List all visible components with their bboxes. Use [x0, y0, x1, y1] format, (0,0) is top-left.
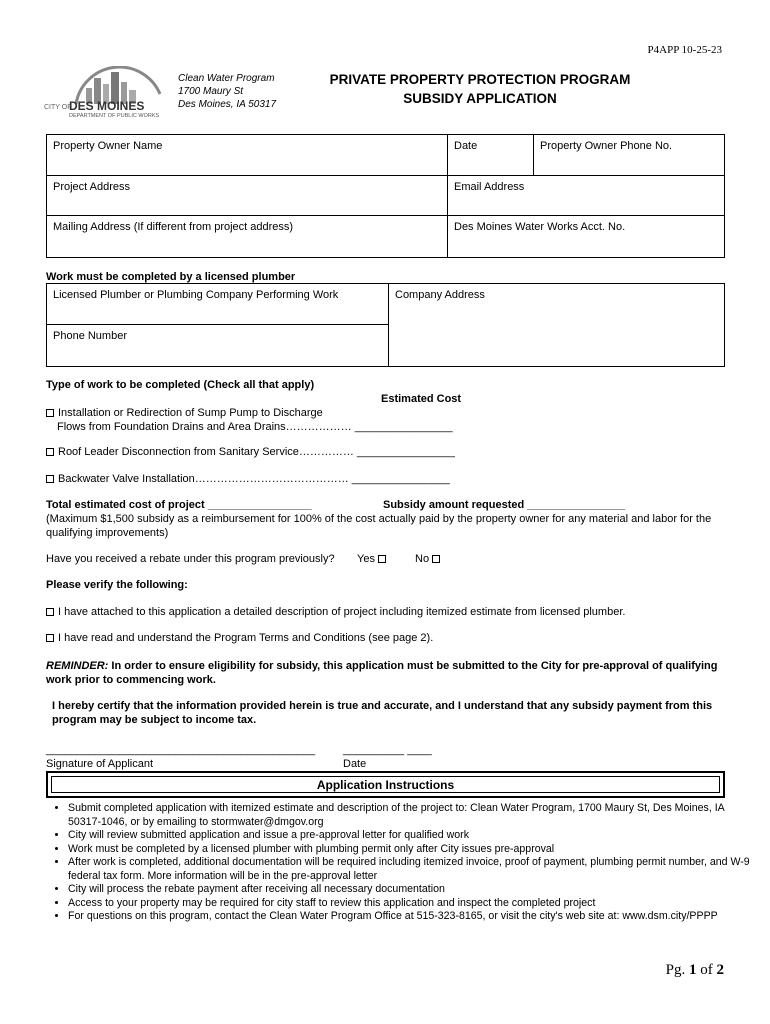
plumber-company-field[interactable] [46, 283, 389, 325]
page-prefix: Pg. [665, 962, 689, 978]
list-item: • Access to your property may be required for city staff to review this application and inspect the completed project [68, 897, 758, 911]
plumber-company-label: Licensed Plumber or Plumbing Company Performing Work [53, 289, 339, 301]
total-estimated-cost: Total estimated cost of project _________________ [46, 499, 312, 511]
rebate-yes-label: Yes [357, 553, 375, 565]
page-title [295, 70, 665, 108]
plumber-phone-label: Phone Number [53, 330, 127, 342]
company-address-label: Company Address [395, 289, 485, 301]
rebate-yes-checkbox[interactable] [378, 555, 386, 563]
certification-statement: I hereby certify that the information provided herein is true and accurate, and I understand that any subsidy payment from this program may be subject to income tax. [52, 700, 713, 726]
plumber-phone-field[interactable] [46, 324, 389, 367]
owner-phone-label: Property Owner Phone No. [540, 140, 673, 152]
work-type-heading: Type of work to be completed (Check all that apply) [46, 379, 315, 391]
verify-item-attached [46, 606, 625, 618]
page-current: 1 [689, 962, 697, 978]
address-line-1: Clean Water Program [178, 73, 275, 84]
logo-department: DEPARTMENT OF PUBLIC WORKS [69, 113, 160, 119]
program-address [178, 72, 276, 111]
verify-attached-checkbox[interactable] [46, 608, 54, 616]
sump-pump-label-2: Flows from Foundation Drains and Area Drains……………… ________________ [57, 421, 453, 433]
subsidy-note: (Maximum $1,500 subsidy as a reimbursement for 100% of the cost actually paid by the property owner for any material and labor for the qualifying improvements) [46, 513, 712, 539]
list-item: • For questions on this program, contact the Clean Water Program Office at 515-323-8165, or visit the city's web site at: www.dsm.city/PPPP [68, 910, 758, 924]
city-logo [42, 66, 170, 122]
subsidy-amount: Subsidy amount requested ________________ [383, 499, 626, 511]
rebate-yes [357, 553, 390, 565]
water-account-field[interactable] [447, 215, 725, 258]
mailing-address-label: Mailing Address (If different from project address) [53, 221, 294, 233]
rebate-no-label: No [415, 553, 430, 565]
rebate-no-checkbox[interactable] [432, 555, 440, 563]
signature-label: Signature of Applicant [46, 758, 154, 770]
signature-date-line[interactable]: __________ ____ [343, 744, 432, 756]
page-total: 2 [716, 962, 724, 978]
address-line-3: Des Moines, IA 50317 [178, 99, 277, 110]
form-code: P4APP 10-25-23 [647, 44, 722, 56]
signature-date-label: Date [343, 758, 367, 770]
reminder-body: In order to ensure eligibility for subsidy, this application must be submitted to the City for pre-approval of qualifying work prior to commencing work. [46, 660, 718, 686]
roof-leader-checkbox[interactable] [46, 448, 54, 456]
signature-line[interactable]: ____________________________________________ [46, 744, 316, 756]
project-address-label: Project Address [53, 181, 131, 193]
list-item: • City will review submitted application and issue a pre-approval letter for qualified work [68, 829, 758, 843]
page-number [666, 962, 724, 979]
list-item: • After work is completed, additional documentation will be required including itemized invoice, proof of payment, plumbing permit number, and W-9 federal tax form. More information will be in the pre-approval letter [68, 856, 758, 883]
reminder-label: REMINDER: [46, 660, 109, 672]
sump-pump-checkbox[interactable] [46, 409, 54, 417]
instructions-header-box [46, 771, 725, 798]
verify-terms-checkbox[interactable] [46, 634, 54, 642]
verify-item-terms [46, 632, 433, 644]
logo-city-name: DES MOINES [69, 99, 145, 113]
email-label: Email Address [454, 181, 525, 193]
list-item: • Submit completed application with itemized estimate and description of the project to: Clean Water Program, 1700 Maury St, Des Moines, IA 50317-1046, or by emailing to stormwater@dmgov.org [68, 802, 758, 829]
instructions-list [36, 802, 758, 924]
owner-phone-field[interactable] [533, 134, 725, 176]
sump-pump-label-1: Installation or Redirection of Sump Pump to Discharge [58, 407, 323, 419]
rebate-no [415, 553, 444, 565]
title-line-1: PRIVATE PROPERTY PROTECTION PROGRAM [329, 72, 631, 87]
instructions-heading: Application Instructions [51, 776, 720, 793]
owner-name-label: Property Owner Name [53, 140, 163, 152]
list-item: • Work must be completed by a licensed plumber with plumbing permit only after City issues pre-approval [68, 843, 758, 857]
work-item-backwater-valve [46, 473, 450, 485]
date-field[interactable] [447, 134, 534, 176]
owner-name-field[interactable] [46, 134, 448, 176]
rebate-question: Have you received a rebate under this program previously? [46, 553, 335, 565]
email-field[interactable] [447, 175, 725, 216]
verify-terms-label: I have read and understand the Program Terms and Conditions (see page 2). [58, 632, 434, 644]
roof-leader-label: Roof Leader Disconnection from Sanitary Service…………… ________________ [58, 446, 455, 458]
estimated-cost-heading: Estimated Cost [381, 393, 462, 405]
title-line-2: SUBSIDY APPLICATION [403, 91, 557, 106]
logo-city-of: CITY OF [44, 104, 72, 111]
water-account-label: Des Moines Water Works Acct. No. [454, 221, 626, 233]
list-item: • City will process the rebate payment after receiving all necessary documentation [68, 883, 758, 897]
verify-heading: Please verify the following: [46, 579, 188, 591]
backwater-valve-label: Backwater Valve Installation…………………………………… ________________ [58, 473, 450, 485]
work-item-roof-leader [46, 446, 455, 458]
project-address-field[interactable] [46, 175, 448, 216]
address-line-2: 1700 Maury St [178, 86, 244, 97]
mailing-address-field[interactable] [46, 215, 448, 258]
company-address-field[interactable] [388, 283, 725, 367]
backwater-valve-checkbox[interactable] [46, 475, 54, 483]
page-of: of [696, 962, 717, 978]
date-label: Date [454, 140, 478, 152]
plumber-heading: Work must be completed by a licensed plumber [46, 271, 296, 283]
work-item-sump-pump [46, 406, 453, 434]
verify-attached-label: I have attached to this application a detailed description of project including itemized estimate from licensed plumber. [58, 606, 626, 618]
reminder-text [46, 659, 726, 687]
